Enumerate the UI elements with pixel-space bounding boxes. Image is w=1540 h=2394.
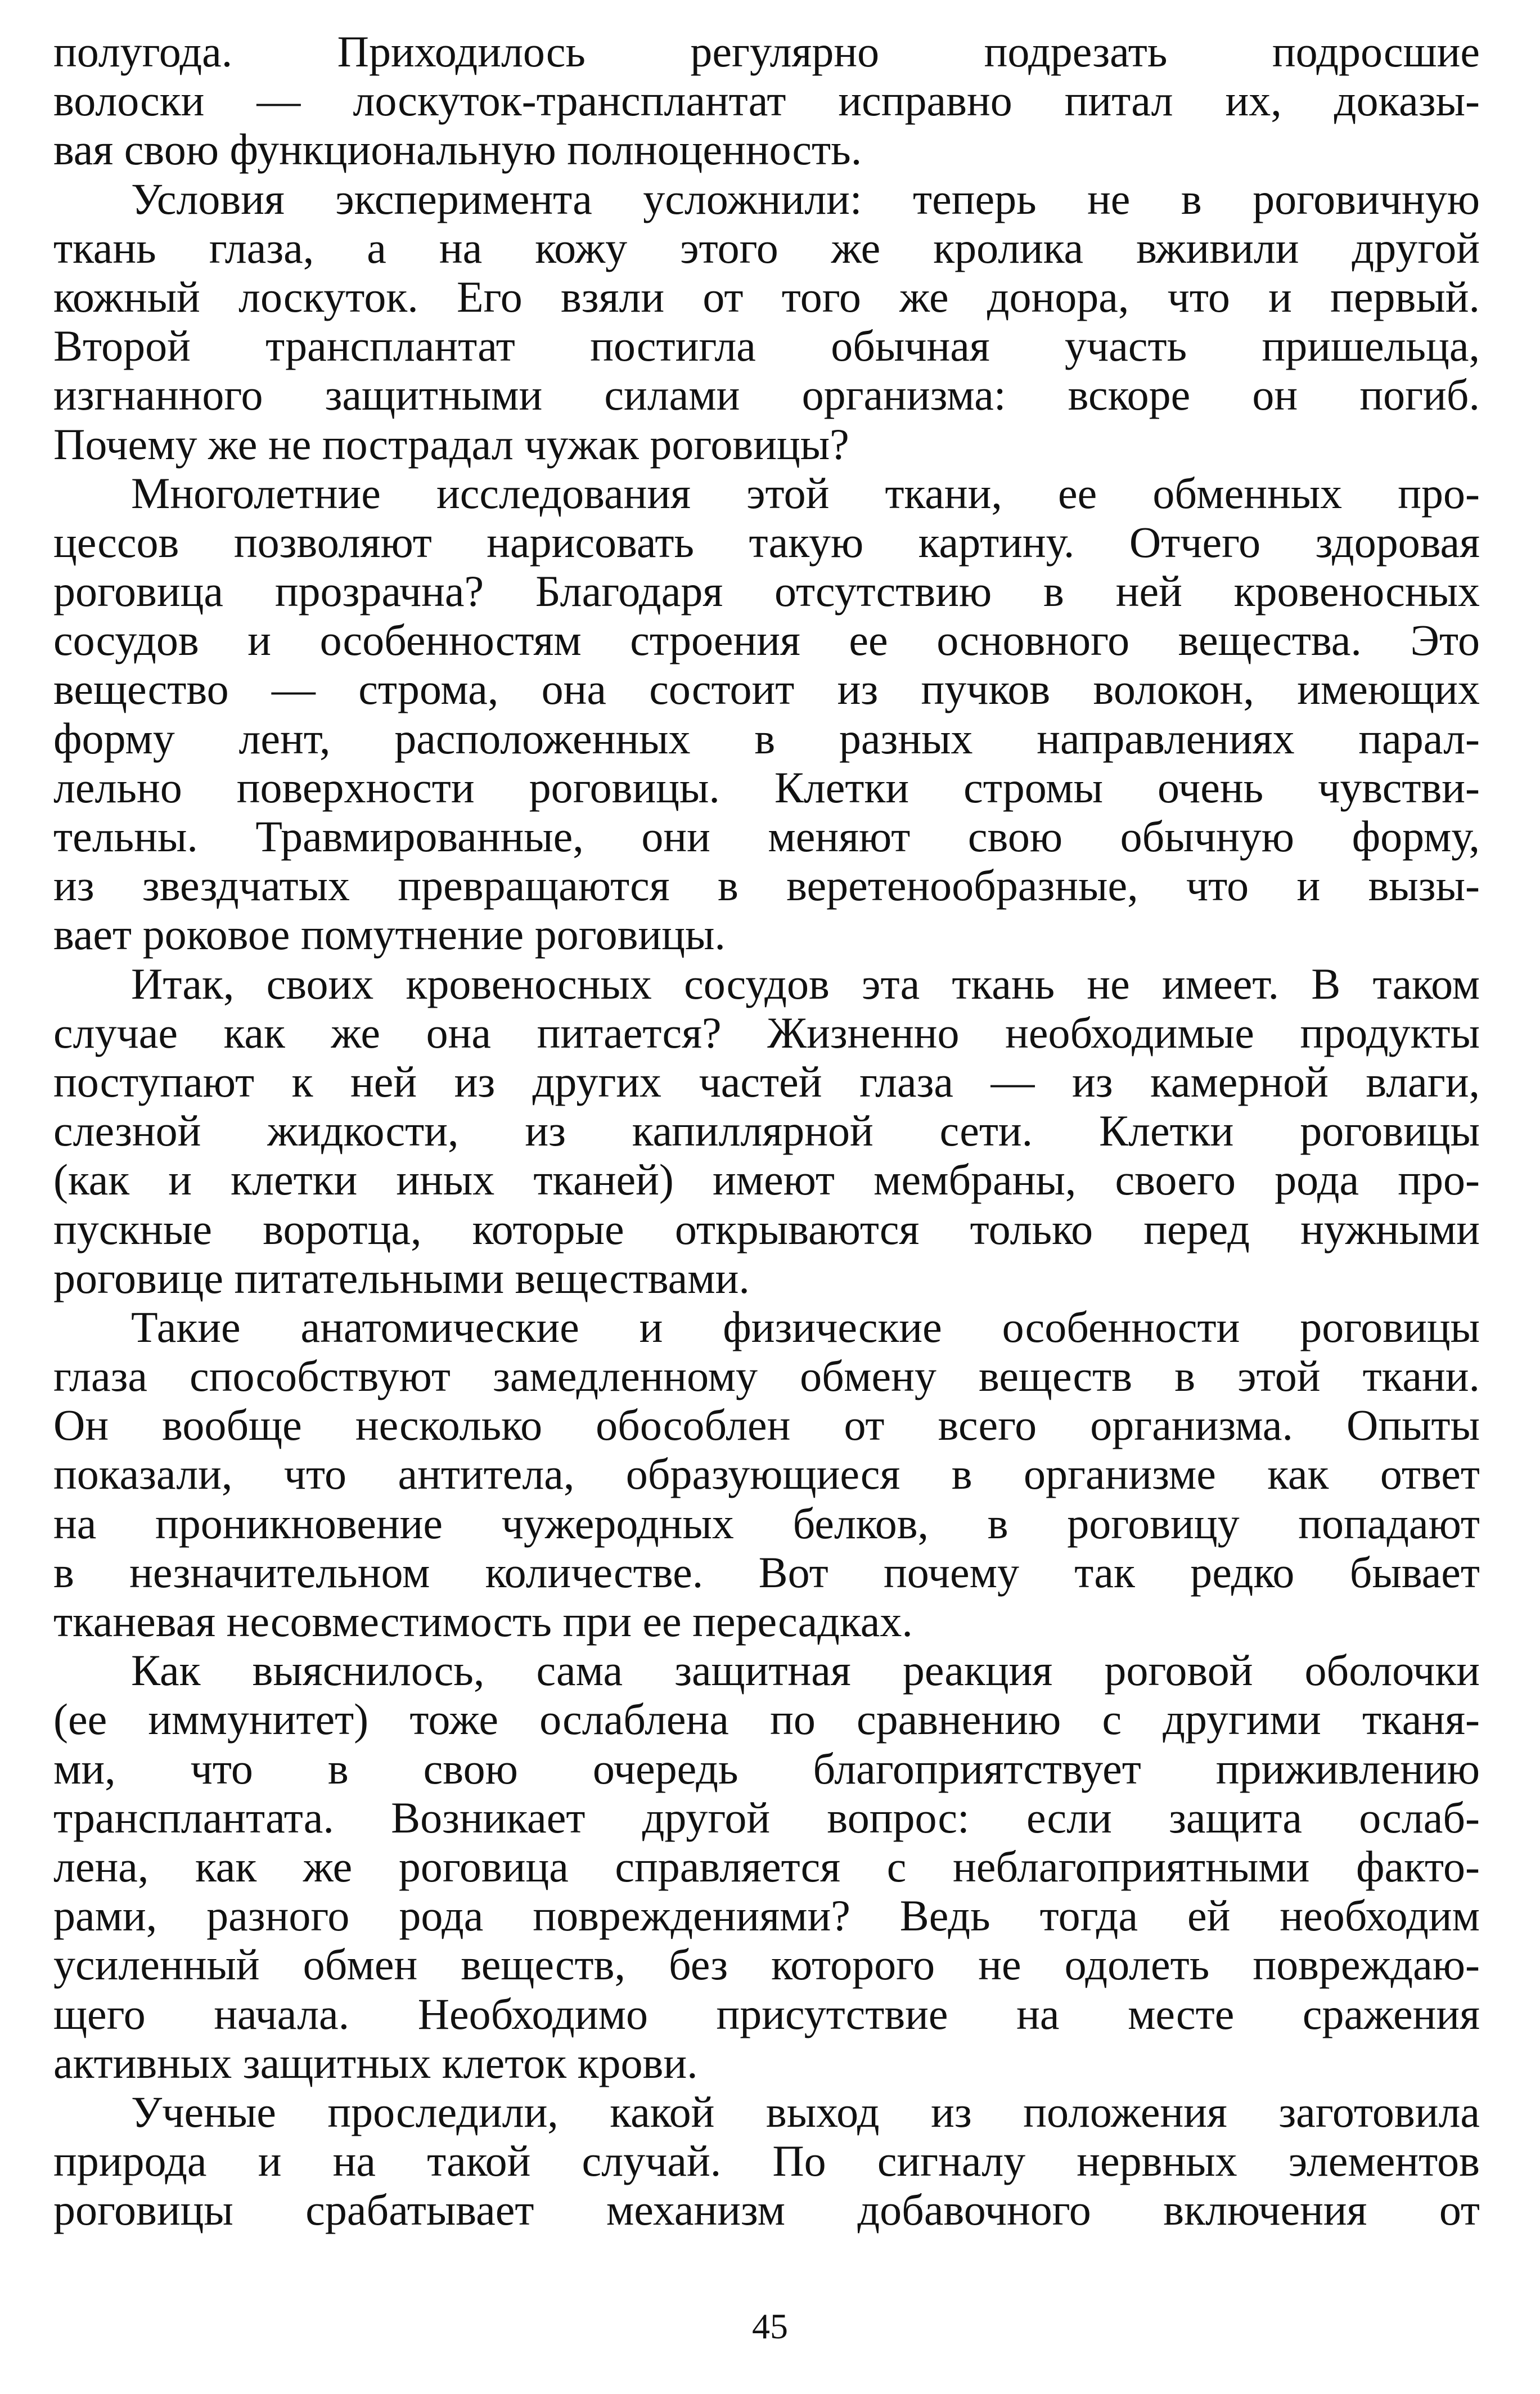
text-line: на проникновение чужеродных белков, в роговицу попадают — [53, 1498, 1480, 1548]
page-body — [53, 27, 1480, 2234]
text-line: поступают к ней из других частей глаза — из камерной влаги, — [53, 1057, 1480, 1106]
text-line: тканевая несовместимость при ее пересадках. — [53, 1597, 913, 1646]
text-line: пускные воротца, которые открываются только перед нужными — [53, 1204, 1480, 1254]
text-line: вещество — строма, она состоит из пучков волокон, имеющих — [53, 664, 1480, 714]
text-line: роговице питательными веществами. — [53, 1253, 750, 1302]
text-line: показали, что антитела, образующиеся в организме как ответ — [53, 1449, 1480, 1499]
text-line: (ее иммунитет) тоже ослаблена по сравнению с другими тканя- — [53, 1695, 1480, 1744]
text-line: цессов позволяют нарисовать такую картину. Отчего здоровая — [53, 517, 1480, 567]
text-line: кожный лоскуток. Его взяли от того же донора, что и первый. — [53, 272, 1480, 321]
paragraph-1 — [53, 27, 1480, 174]
text-line: глаза способствуют замедленному обмену веществ в этой ткани. — [53, 1351, 1480, 1401]
page-number: 45 — [752, 2306, 788, 2346]
text-line: Почему же не пострадал чужак роговицы? — [53, 419, 849, 469]
text-line: полугода. Приходилось регулярно подрезать подросшие — [53, 27, 1480, 76]
text-line: Ученые проследили, какой выход из положения заготовила — [131, 2087, 1480, 2136]
text-line: Второй трансплантат постигла обычная участь пришельца, — [53, 321, 1480, 371]
text-line: лена, как же роговица справляется с неблагоприятными факто- — [53, 1841, 1480, 1891]
text-line: изгнанного защитными силами организма: вскоре он погиб. — [53, 370, 1480, 420]
text-line: природа и на такой случай. По сигналу нервных элементов — [53, 2136, 1480, 2186]
text-line: слезной жидкости, из капиллярной сети. Клетки роговицы — [53, 1106, 1480, 1156]
text-line: случае как же она питается? Жизненно необходимые продукты — [53, 1008, 1480, 1057]
text-line: рами, разного рода повреждениями? Ведь тогда ей необходим — [53, 1891, 1480, 1941]
text-line: форму лент, расположенных в разных направлениях парал- — [53, 713, 1480, 763]
text-line: активных защитных клеток крови. — [53, 2038, 698, 2087]
paragraph-6 — [53, 1646, 1480, 2087]
text-line: Многолетние исследования этой ткани, ее обменных про- — [131, 468, 1480, 518]
text-line: Как выяснилось, сама защитная реакция роговой оболочки — [131, 1646, 1480, 1695]
paragraph-5 — [53, 1302, 1480, 1646]
text-line: Такие анатомические и физические особенности роговицы — [131, 1302, 1480, 1351]
text-line: ми, что в свою очередь благоприятствует приживлению — [53, 1744, 1480, 1793]
text-line: роговица прозрачна? Благодаря отсутствию в ней кровеносных — [53, 567, 1480, 616]
text-line: Итак, своих кровеносных сосудов эта ткань не имеет. В таком — [131, 959, 1480, 1008]
text-line: трансплантата. Возникает другой вопрос: если защита ослаб- — [53, 1793, 1480, 1842]
text-line: лельно поверхности роговицы. Клетки стромы очень чувстви- — [53, 762, 1480, 812]
text-line: вает роковое помутнение роговицы. — [53, 910, 726, 959]
text-line: из звездчатых превращаются в веретенообразные, что и вызы- — [53, 861, 1480, 910]
paragraph-3 — [53, 469, 1480, 959]
text-line: Условия эксперимента усложнили: теперь не в роговичную — [131, 174, 1480, 223]
text-line: ткань глаза, а на кожу этого же кролика вживили другой — [53, 223, 1480, 272]
text-line: волоски — лоскуток-трансплантат исправно питал их, доказы- — [53, 76, 1480, 125]
paragraph-7 — [53, 2087, 1480, 2235]
text-line: (как и клетки иных тканей) имеют мембраны, своего рода про- — [53, 1155, 1480, 1205]
text-line: Он вообще несколько обособлен от всего организма. Опыты — [53, 1400, 1480, 1450]
paragraph-2 — [53, 174, 1480, 469]
text-line: вая свою функциональную полноценность. — [53, 125, 862, 174]
text-line: тельны. Травмированные, они меняют свою обычную форму, — [53, 812, 1480, 861]
text-line: усиленный обмен веществ, без которого не одолеть повреждаю- — [53, 1940, 1480, 1989]
text-line: роговицы срабатывает механизм добавочного включения от — [53, 2185, 1480, 2235]
paragraph-4 — [53, 959, 1480, 1302]
text-line: в незначительном количестве. Вот почему так редко бывает — [53, 1547, 1480, 1597]
text-line: сосудов и особенностям строения ее основного вещества. Это — [53, 616, 1480, 665]
text-line: щего начала. Необходимо присутствие на месте сражения — [53, 1989, 1480, 2038]
